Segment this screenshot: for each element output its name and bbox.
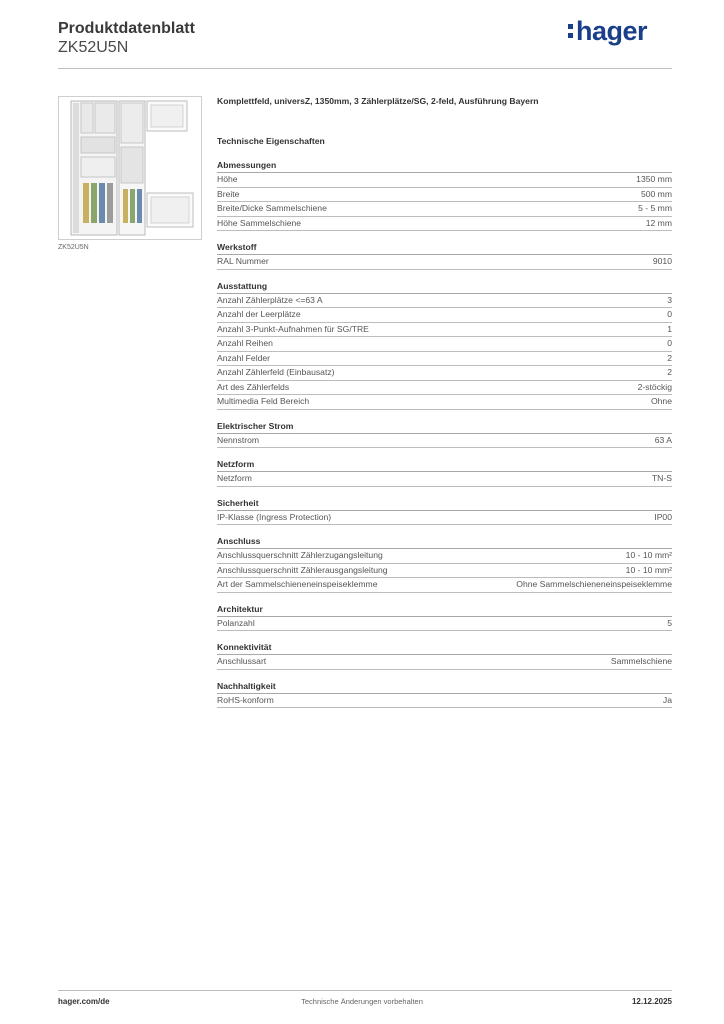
spec-value: 5 - 5 mm <box>638 203 672 213</box>
spec-row <box>217 694 672 709</box>
spec-row <box>217 511 672 526</box>
section-title: Ausstattung <box>217 281 672 294</box>
spec-label: IP-Klasse (Ingress Protection) <box>217 511 332 522</box>
spec-value: Sammelschiene <box>610 656 672 666</box>
product-code: ZK52U5N <box>58 39 129 56</box>
spec-row <box>217 578 672 593</box>
spec-section <box>217 604 672 632</box>
spec-label: RoHS-konform <box>217 694 274 705</box>
spec-row <box>217 294 672 309</box>
spec-value: 1350 mm <box>636 174 672 184</box>
spec-value: 3 <box>667 294 672 305</box>
spec-row <box>217 323 672 338</box>
spec-value: IP00 <box>654 511 672 522</box>
spec-section <box>217 242 672 270</box>
product-description: Komplettfeld, universZ, 1350mm, 3 Zählerplätze/SG, 2-feld, Ausführung Bayern <box>217 96 539 106</box>
section-title: Sicherheit <box>217 498 672 511</box>
spec-label: Multimedia Feld Bereich <box>217 396 310 406</box>
section-title: Konnektivität <box>217 642 672 655</box>
spec-value: 9010 <box>652 256 672 266</box>
spec-row <box>217 617 672 632</box>
spec-row <box>217 549 672 564</box>
tech-heading: Technische Eigenschaften <box>217 136 325 146</box>
spec-label: Höhe Sammelschiene <box>217 217 302 228</box>
section-title: Nachhaltigkeit <box>217 681 672 694</box>
spec-label: Anzahl 3-Punkt-Aufnahmen für SG/TRE <box>217 323 369 334</box>
spec-label: Anzahl der Leerplätze <box>217 309 301 319</box>
spec-value: 2 <box>667 352 672 363</box>
spec-sections <box>217 160 672 708</box>
spec-value: 2 <box>667 367 672 377</box>
spec-label: Breite <box>217 188 240 199</box>
spec-row <box>217 655 672 670</box>
spec-row <box>217 472 672 487</box>
spec-section <box>217 536 672 593</box>
spec-value: 1 <box>667 323 672 334</box>
spec-label: Breite/Dicke Sammelschiene <box>217 203 327 213</box>
spec-label: Anschlussquerschnitt Zählerausgangsleitung <box>217 564 388 575</box>
spec-value: 12 mm <box>645 217 672 228</box>
spec-value: 10 - 10 mm² <box>625 564 672 575</box>
spec-label: RAL Nummer <box>217 256 269 266</box>
spec-row <box>217 337 672 352</box>
logo-text: hager <box>576 16 648 46</box>
spec-value: 10 - 10 mm² <box>625 550 672 560</box>
spec-label: Anschlussquerschnitt Zählerzugangsleitung <box>217 550 383 560</box>
spec-row <box>217 188 672 203</box>
spec-value: 0 <box>667 338 672 348</box>
spec-section <box>217 160 672 231</box>
spec-value: Ohne Sammelschieneneinspeiseklemme <box>516 579 672 589</box>
footer-date: 12.12.2025 <box>631 997 672 1006</box>
page-title: Produktdatenblatt <box>58 20 195 37</box>
logo-dots-icon <box>568 22 574 40</box>
spec-row <box>217 202 672 217</box>
product-image <box>58 96 202 240</box>
footer-website-link[interactable]: hager.com/de <box>58 997 110 1006</box>
spec-section <box>217 681 672 709</box>
spec-value: Ohne <box>650 396 672 406</box>
spec-value: 0 <box>667 309 672 319</box>
spec-label: Anzahl Felder <box>217 352 271 363</box>
product-photo-icon <box>59 97 201 239</box>
spec-row <box>217 381 672 396</box>
datasheet-content <box>217 96 672 719</box>
spec-row <box>217 564 672 579</box>
spec-value: 5 <box>667 617 672 628</box>
spec-value: TN-S <box>651 473 672 483</box>
spec-label: Polanzahl <box>217 617 255 628</box>
spec-value: Ja <box>662 694 672 705</box>
spec-row <box>217 173 672 188</box>
spec-row <box>217 434 672 449</box>
spec-row <box>217 255 672 270</box>
spec-label: Art der Sammelschieneneinspeiseklemme <box>217 579 378 589</box>
hager-logo[interactable] <box>568 16 647 47</box>
spec-label: Nennstrom <box>217 434 260 445</box>
spec-label: Anzahl Zählerplätze <=63 A <box>217 294 323 305</box>
spec-label: Höhe <box>217 174 238 184</box>
footer-divider <box>58 990 672 991</box>
spec-row <box>217 395 672 410</box>
spec-row <box>217 308 672 323</box>
header-divider <box>58 68 672 69</box>
spec-row <box>217 217 672 232</box>
spec-label: Anzahl Zählerfeld (Einbausatz) <box>217 367 335 377</box>
spec-label: Anschlussart <box>217 656 267 666</box>
section-title: Abmessungen <box>217 160 672 173</box>
spec-row <box>217 352 672 367</box>
spec-value: 2-stöckig <box>637 381 672 392</box>
section-title: Netzform <box>217 459 672 472</box>
footer-notice: Technische Änderungen vorbehalten <box>301 997 423 1006</box>
spec-section <box>217 459 672 487</box>
spec-section <box>217 498 672 526</box>
spec-section <box>217 281 672 410</box>
spec-row <box>217 366 672 381</box>
spec-section <box>217 421 672 449</box>
spec-value: 63 A <box>654 434 672 445</box>
section-title: Anschluss <box>217 536 672 549</box>
section-title: Elektrischer Strom <box>217 421 672 434</box>
section-title: Architektur <box>217 604 672 617</box>
spec-label: Netzform <box>217 473 252 483</box>
spec-label: Anzahl Reihen <box>217 338 273 348</box>
image-caption: ZK52U5N <box>58 244 89 251</box>
spec-value: 500 mm <box>640 188 672 199</box>
section-title: Werkstoff <box>217 242 672 255</box>
spec-section <box>217 642 672 670</box>
spec-label: Art des Zählerfelds <box>217 381 290 392</box>
